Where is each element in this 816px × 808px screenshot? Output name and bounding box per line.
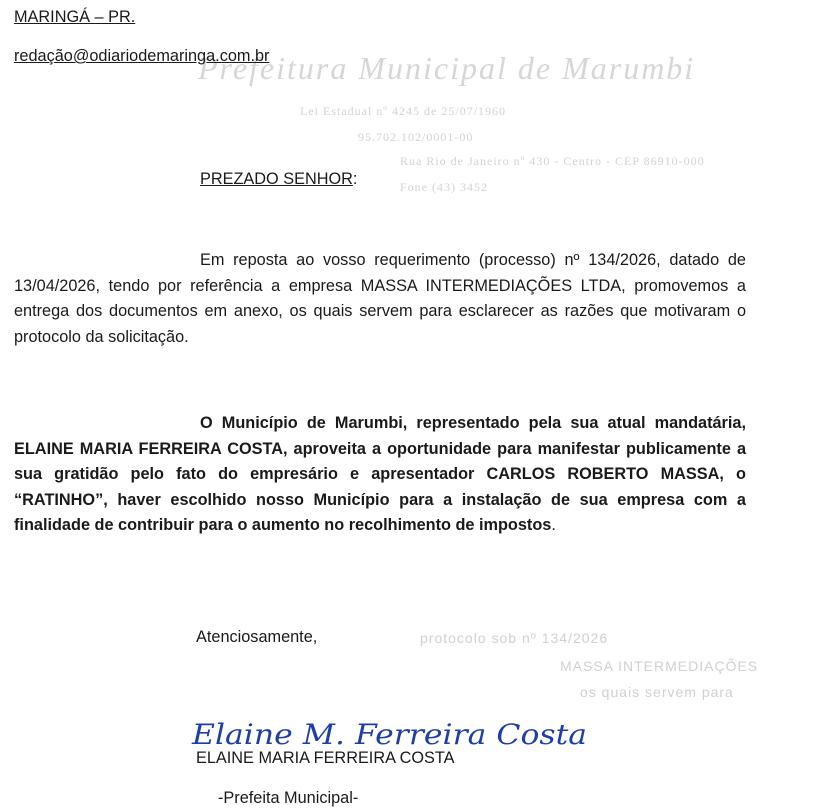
closing: Atenciosamente, — [196, 628, 318, 646]
bleed-through-line: Fone (43) 3452 — [400, 180, 488, 194]
bleed-through-line: os quais servem para — [580, 684, 734, 700]
body-paragraph-1 — [14, 248, 746, 350]
bleed-through-line: MASSA INTERMEDIAÇÕES — [560, 658, 759, 674]
signatory-name: ELAINE MARIA FERREIRA COSTA — [196, 749, 455, 767]
bleed-through-line: 95.702.102/0001-00 — [358, 130, 474, 144]
salutation — [200, 170, 357, 189]
signatory-title: -Prefeita Municipal- — [218, 789, 359, 807]
salutation-colon: : — [352, 170, 358, 188]
paragraph-2-text: O Município de Marumbi, representado pela sua atual mandatária, ELAINE MARIA FERREIRA COSTA, aproveita a oportunidade para manifestar publicamente a sua gratidão pelo fato do empresário e apresentador CARLOS ROBERTO MASSA, o “RATINHO”, haver escolhido nosso Município para a instalação de sua empresa com a finalidade de contribuir para o aumento no recolhimento de impostos — [14, 414, 746, 534]
salutation-text: PREZADO SENHOR — [200, 170, 353, 188]
paragraph-1-text: Em reposta ao vosso requerimento (processo) nº 134/2026, datado de 13/04/2026, tendo por referência a empresa MASSA INTERMEDIAÇÕES LTDA, promovemos a entrega dos documentos em anexo, os quais servem para esclarecer as razões que motivaram o protocolo da solicitação. — [14, 251, 746, 346]
body-paragraph-2 — [14, 411, 746, 539]
recipient-city: MARINGÁ – PR. — [14, 8, 136, 26]
bleed-through-line: Lei Estadual nº 4245 de 25/07/1960 — [300, 104, 507, 118]
paragraph-2-period: . — [551, 516, 556, 534]
recipient-email[interactable]: redação@odiariodemaringa.com.br — [14, 47, 270, 65]
signature-script: Elaine M. Ferreira Costa — [190, 718, 587, 751]
bleed-through-line: protocolo sob nº 134/2026 — [420, 630, 609, 646]
bleed-through-letterhead: Prefeitura Municipal de Marumbi — [198, 50, 696, 86]
bleed-through-line: Rua Rio de Janeiro nº 430 - Centro - CEP 86910-000 — [400, 154, 705, 168]
